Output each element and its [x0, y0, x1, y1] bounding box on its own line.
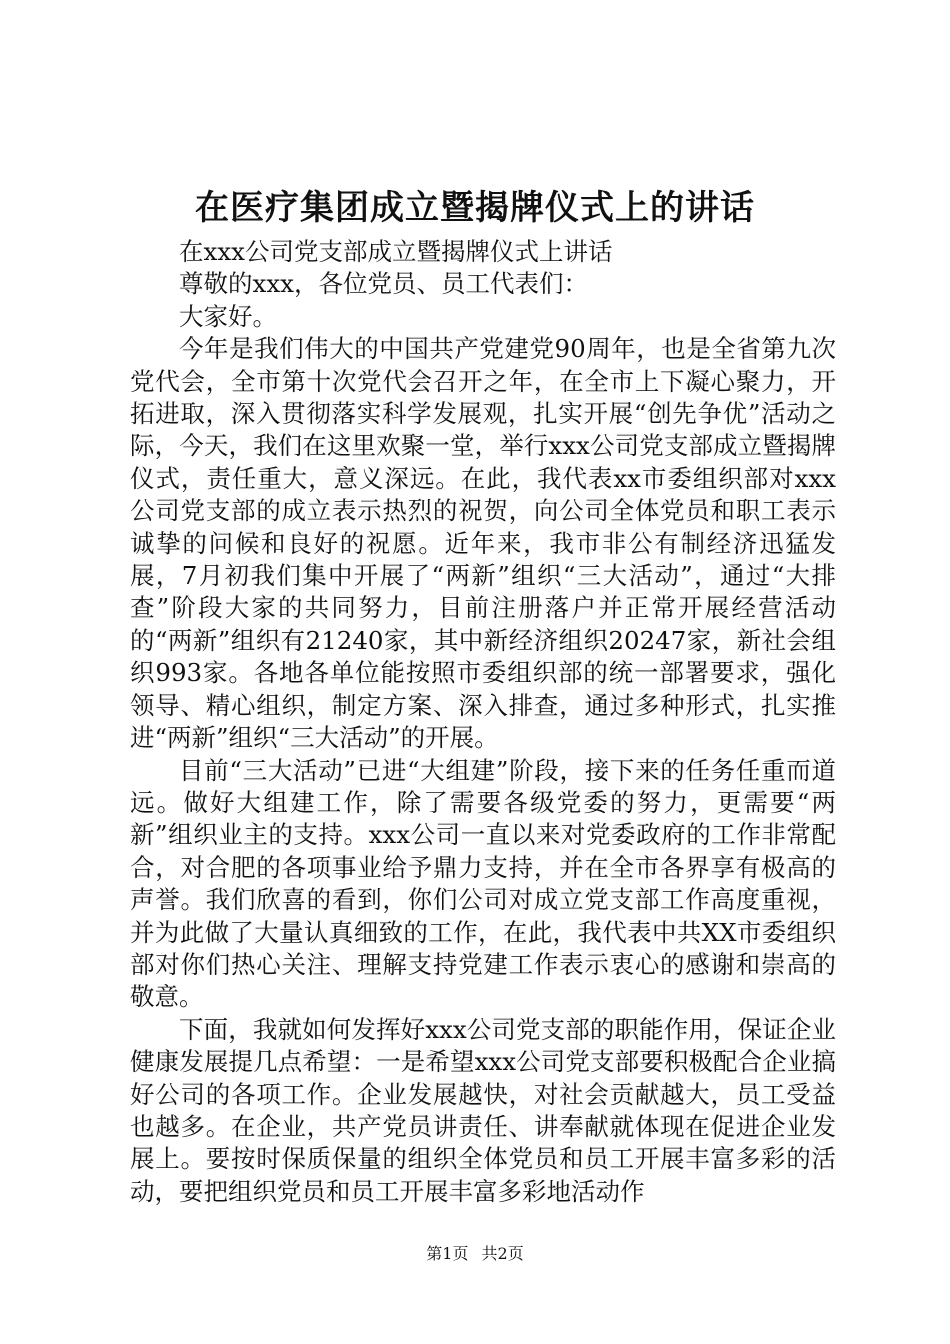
document-title: 在医疗集团成立暨揭牌仪式上的讲话 [195, 188, 755, 228]
paragraph-greeting: 大家好。 [179, 301, 277, 331]
page-number-total: 共2页 [481, 1244, 524, 1263]
paragraph-body-3: 下面，我就如何发挥好xxx公司党支部的职能作用，保证企业健康发展提几点希望：一是希望xxx公司党支部要积极配合企业搞好公司的各项工作。企业发展越快，对社会贡献越大，员工受益也越多。在企业，共产党员讲责任、讲奉献就体现在促进企业发展上。要按时保质保量的组织全体党员和员工开展丰富多彩的活动，要把组织党员和员工开展丰富多彩地活动作 [130, 1014, 836, 1206]
document-body [130, 236, 836, 1208]
paragraph-body-1: 今年是我们伟大的中国共产党建党90周年，也是全省第九次党代会，全市第十次党代会召开之年，在全市上下凝心聚力，开拓进取，深入贯彻落实科学发展观，扎实开展“创先争优”活动之际，今天，我们在这里欢聚一堂，举行xxx公司党支部成立暨揭牌仪式，责任重大，意义深远。在此，我代表xx市委组织部对xxx公司党支部的成立表示热烈的祝贺，向公司全体党员和职工表示诚挚的问候和良好的祝愿。近年来，我市非公有制经济迅猛发展，7月初我们集中开展了“两新”组织“三大活动”，通过“大排查”阶段大家的共同努力，目前注册落户并正常开展经营活动的“两新”组织有21240家，其中新经济组织20247家，新社会组织993家。各地各单位能按照市委组织部的统一部署要求，强化领导、精心组织，制定方案、深入排查，通过多种形式，扎实推进“两新”组织“三大活动”的开展。 [130, 334, 836, 753]
paragraph-salutation: 尊敬的xxx，各位党员、员工代表们： [179, 269, 588, 299]
paragraph-body-2: 目前“三大活动”已进“大组建”阶段，接下来的任务任重而道远。做好大组建工作，除了需要各级党委的努力，更需要“两新”组织业主的支持。xxx公司一直以来对党委政府的工作非常配合，对合肥的各项事业给予鼎力支持，并在全市各界享有极高的声誉。我们欣喜的看到，你们公司对成立党支部工作高度重视，并为此做了大量认真细致的工作，在此，我代表中共XX市委组织部对你们热心关注、理解支持党建工作表示衷心的感谢和崇高的敬意。 [130, 755, 836, 1012]
page-footer [0, 1243, 950, 1265]
paragraph-subtitle: 在xxx公司党支部成立暨揭牌仪式上讲话 [179, 237, 613, 266]
page-number-current: 第1页 [426, 1244, 469, 1263]
